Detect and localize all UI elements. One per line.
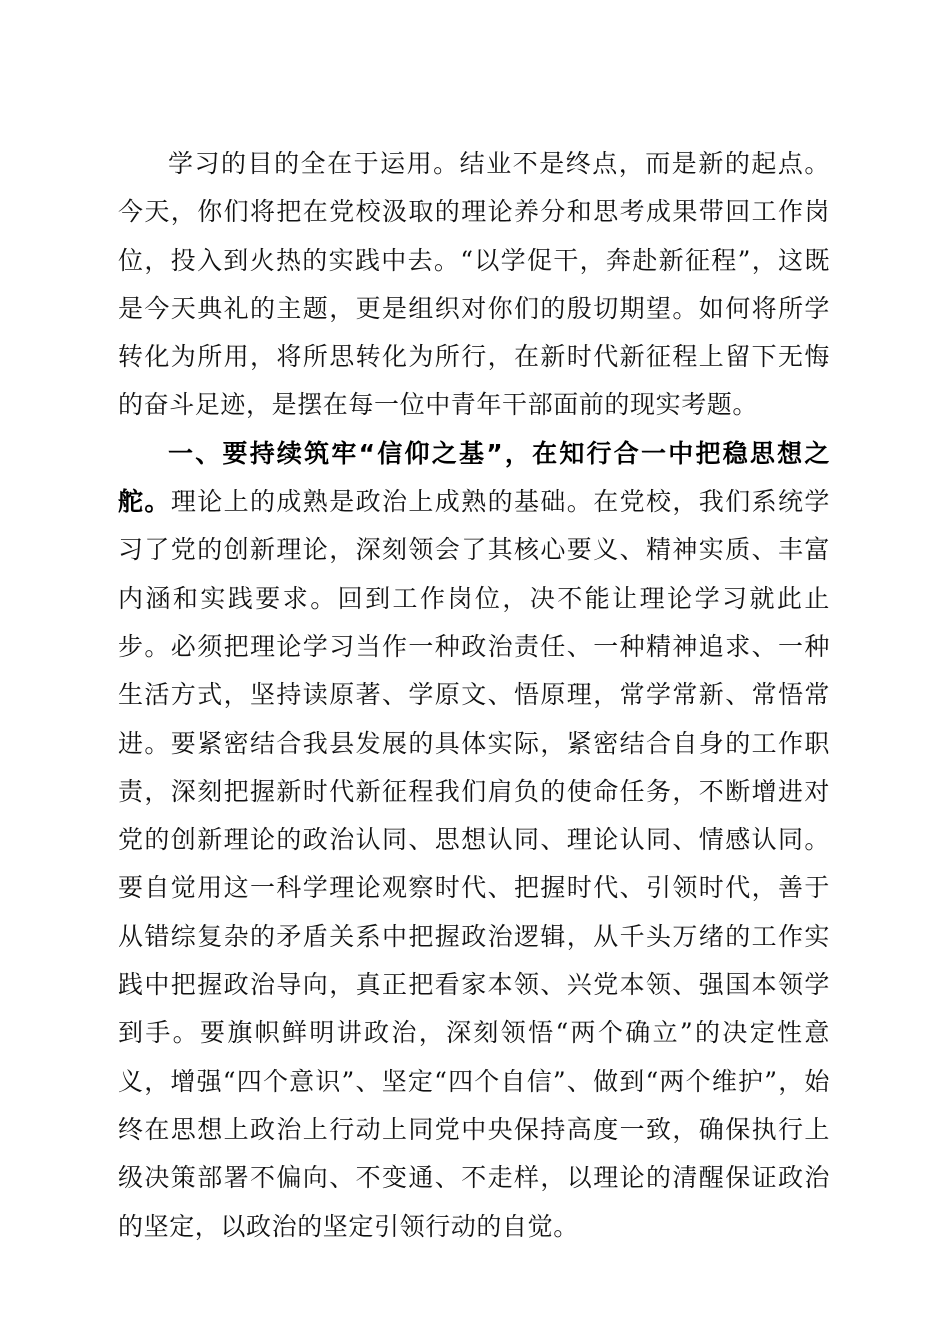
section-1-heading: 一、要持续筑牢“信仰之基”，在知行合一中把稳思想之舵。: [118, 438, 830, 517]
paragraph-intro: 学习的目的全在于运用。结业不是终点，而是新的起点。今天，你们将把在党校汲取的理论养分和思考成果带回工作岗位，投入到火热的实践中去。“以学促干，奔赴新征程”，这既是今天典礼的主题，更是组织对你们的殷切期望。如何将所学转化为所用，将所思转化为所行，在新时代新征程上留下无悔的奋斗足迹，是摆在每一位中青年干部面前的现实考题。: [118, 149, 830, 420]
document-body: [118, 140, 830, 1251]
paragraph-section-1: [118, 430, 830, 1251]
section-1-body: 理论上的成熟是政治上成熟的基础。在党校，我们系统学习了党的创新理论，深刻领会了其核心要义、精神实质、丰富内涵和实践要求。回到工作岗位，决不能让理论学习就此止步。必须把理论学习当作一种政治责任、一种精神追求、一种生活方式，坚持读原著、学原文、悟原理，常学常新、常悟常进。要紧密结合我县发展的具体实际，紧密结合自身的工作职责，深刻把握新时代新征程我们肩负的使命任务，不断增进对党的创新理论的政治认同、思想认同、理论认同、情感认同。要自觉用这一科学理论观察时代、把握时代、引领时代，善于从错综复杂的矛盾关系中把握政治逻辑，从千头万绪的工作实践中把握政治导向，真正把看家本领、兴党本领、强国本领学到手。要旗帜鲜明讲政治，深刻领悟“两个确立”的决定性意义，增强“四个意识”、坚定“四个自信”、做到“两个维护”，始终在思想上政治上行动上同党中央保持高度一致，确保执行上级决策部署不偏向、不变通、不走样，以理论的清醒保证政治的坚定，以政治的坚定引领行动的自觉。: [118, 487, 830, 1241]
